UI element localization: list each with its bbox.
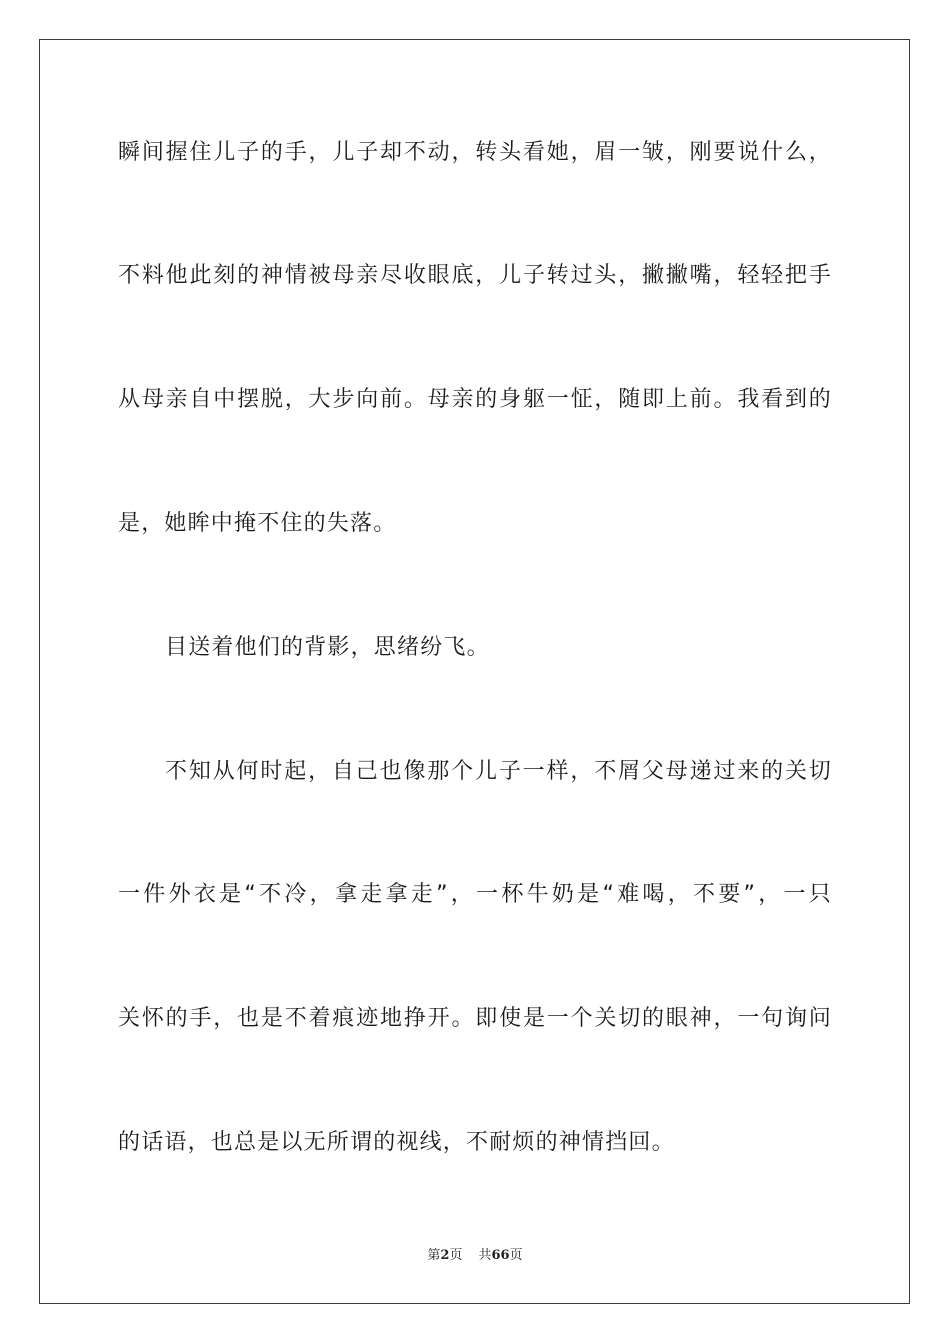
total-pages: 66 [491, 1248, 510, 1263]
text-line: 不料他此刻的神情被母亲尽收眼底，儿子转过头，撇撇嘴，轻轻把手 [118, 263, 832, 288]
text-line: 从母亲自中摆脱，大步向前。母亲的身躯一怔，随即上前。我看到的 [118, 387, 832, 412]
text-line: 的话语，也总是以无所谓的视线，不耐烦的神情挡回。 [118, 1130, 675, 1155]
page-border [39, 39, 910, 1304]
text-line-paragraph-start: 不知从何时起，自己也像那个儿子一样，不屑父母递过来的关切 [165, 759, 832, 784]
total-prefix: 共 [478, 1248, 492, 1263]
text-line: 一件外衣是“不冷，拿走拿走”，一杯牛奶是“难喝，不要”，一只 [118, 882, 832, 907]
page-prefix: 第 [427, 1248, 441, 1263]
total-suffix: 页 [509, 1248, 523, 1263]
text-line-paragraph-start: 目送着他们的背影，思绪纷飞。 [165, 635, 490, 660]
text-line: 关怀的手，也是不着痕迹地挣开。即使是一个关切的眼神，一句询问 [118, 1006, 832, 1031]
page-number: 2 [440, 1248, 450, 1263]
page-footer [0, 1247, 950, 1265]
page-suffix: 页 [449, 1248, 463, 1263]
text-line: 瞬间握住儿子的手，儿子却不动，转头看她，眉一皱，刚要说什么， [118, 140, 832, 165]
text-line: 是，她眸中掩不住的失落。 [118, 511, 397, 536]
